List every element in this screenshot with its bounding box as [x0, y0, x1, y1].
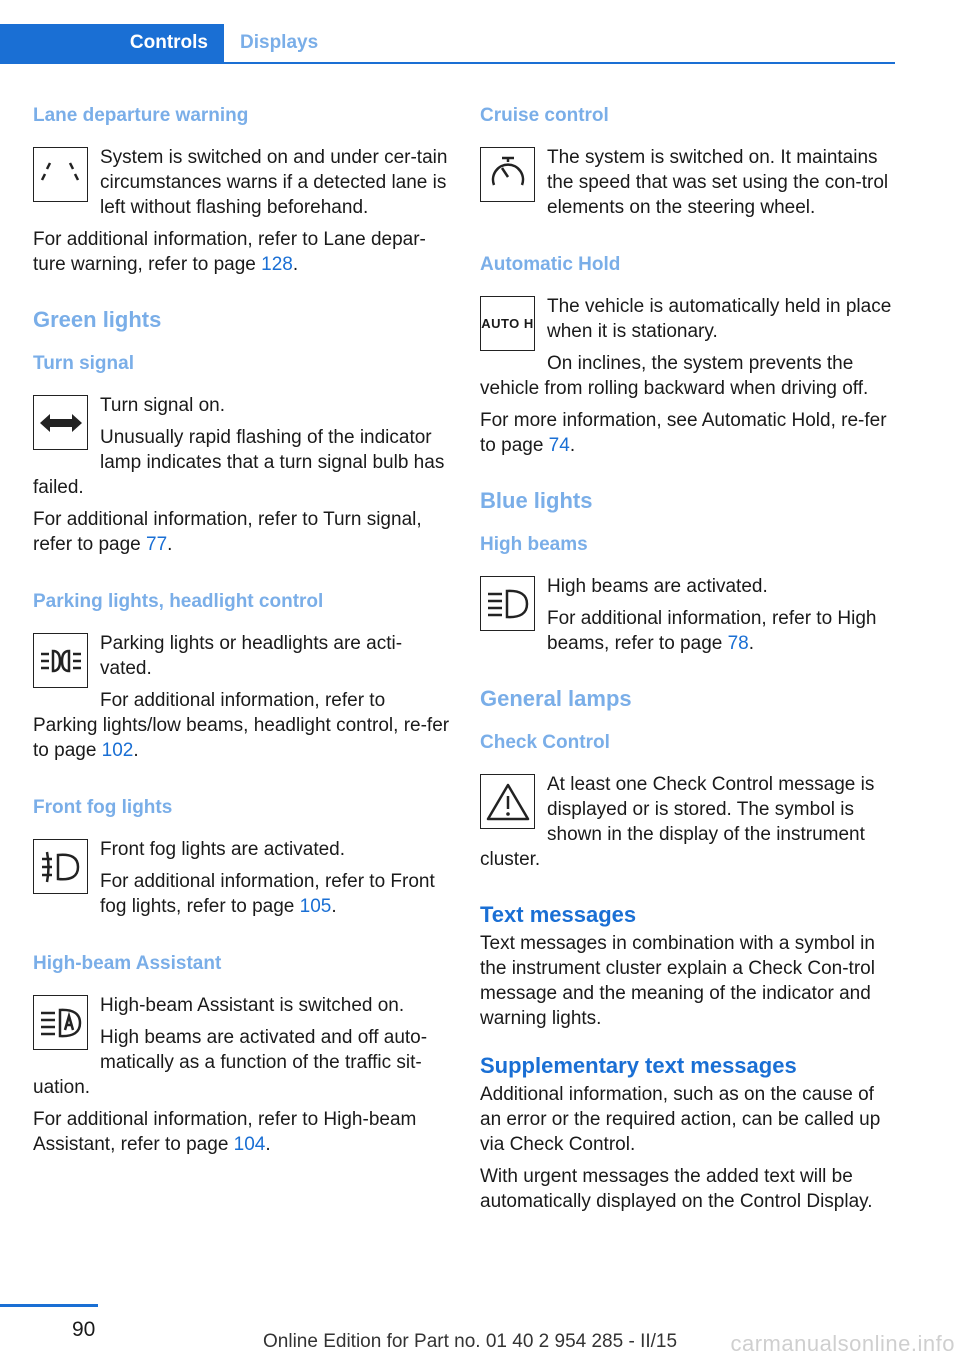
warning-triangle-icon	[480, 774, 535, 829]
high-beams-text: High beams are activated.	[547, 576, 768, 597]
general-lamps-heading: General lamps	[480, 686, 632, 711]
lane-departure-icon	[33, 147, 88, 202]
turn-signal-ref: For additional information, refer to Turn signal, refer to page 77.	[33, 509, 422, 555]
page-link-104[interactable]: 104	[233, 1134, 266, 1155]
green-lights-heading: Green lights	[33, 307, 162, 332]
front-fog-text: Front fog lights are activated.	[100, 839, 346, 860]
page-link-78[interactable]: 78	[727, 633, 749, 654]
high-beams-heading: High beams	[480, 534, 588, 555]
lane-departure-entry	[33, 100, 453, 284]
high-beams-icon	[480, 576, 535, 631]
parking-lights-entry	[33, 586, 453, 770]
supplementary-text-messages-heading: Supplementary text messages	[480, 1053, 797, 1078]
automatic-hold-heading: Automatic Hold	[480, 254, 621, 275]
front-fog-entry	[33, 792, 453, 926]
page-link-102[interactable]: 102	[101, 740, 134, 761]
chapter-tabs	[0, 24, 895, 64]
parking-lights-text: Parking lights or headlights are acti-vated.	[100, 633, 403, 679]
front-fog-icon	[33, 839, 88, 894]
high-beam-assistant-ref: For additional information, refer to High-beam Assistant, refer to page 104.	[33, 1109, 417, 1155]
turn-signal-text-1: Turn signal on.	[100, 395, 225, 416]
high-beam-assistant-entry	[33, 948, 453, 1164]
parking-lights-icon	[33, 633, 88, 688]
lane-departure-text: System is switched on and under cer-tain circumstances warns if a detected lane is left without flashing beforehand.	[100, 147, 448, 218]
lane-departure-ref: For additional information, refer to Lane depar-ture warning, refer to page 128.	[33, 229, 426, 275]
high-beam-assistant-icon	[33, 995, 88, 1050]
automatic-hold-text-1: The vehicle is automatically held in place when it is stationary.	[547, 296, 892, 342]
edition-note: Online Edition for Part no. 01 40 2 954 285 - II/15	[263, 1331, 678, 1352]
text-messages-text: Text messages in combination with a symbol in the instrument cluster explain a Check Con-trol message and the meaning of the indicator and warning lights.	[480, 933, 875, 1029]
check-control-heading: Check Control	[480, 732, 610, 753]
cruise-control-heading: Cruise control	[480, 105, 609, 126]
parking-lights-ref: For additional information, refer to Parking lights/low beams, headlight control, re-fer to page 102.	[33, 690, 450, 761]
page-link-77[interactable]: 77	[146, 534, 168, 555]
page-link-105[interactable]: 105	[299, 896, 332, 917]
turn-signal-entry	[33, 348, 453, 564]
parking-lights-heading: Parking lights, headlight control	[33, 591, 324, 612]
text-messages-heading: Text messages	[480, 902, 637, 927]
front-fog-heading: Front fog lights	[33, 797, 173, 818]
high-beams-entry	[480, 529, 898, 663]
high-beam-assistant-text-1: High-beam Assistant is switched on.	[100, 995, 405, 1016]
turn-signal-heading: Turn signal	[33, 353, 134, 374]
left-column	[33, 100, 453, 1164]
supplementary-text-1: Additional information, such as on the cause of an error or the required action, can be called up via Check Control.	[480, 1084, 881, 1155]
footer-rule	[0, 1304, 98, 1307]
automatic-hold-entry	[480, 249, 898, 465]
front-fog-ref: For additional information, refer to Front fog lights, refer to page 105.	[100, 871, 435, 917]
page-link-74[interactable]: 74	[548, 435, 570, 456]
turn-signal-text-2: Unusually rapid flashing of the indicator lamp indicates that a turn signal bulb has failed.	[33, 427, 445, 498]
page-number: 90	[72, 1318, 96, 1341]
lane-departure-heading: Lane departure warning	[33, 105, 249, 126]
high-beam-assistant-text-2: High beams are activated and off auto-matically as a function of the traffic sit-uation.	[33, 1027, 428, 1098]
tab-displays[interactable]: Displays	[240, 32, 319, 53]
high-beams-ref: For additional information, refer to High beams, refer to page 78.	[547, 608, 877, 654]
auto-hold-icon: AUTO H	[480, 296, 535, 351]
automatic-hold-text-2: On inclines, the system prevents the vehicle from rolling backward when driving off.	[480, 353, 869, 399]
blue-lights-heading: Blue lights	[480, 488, 593, 513]
cruise-control-icon	[480, 147, 535, 202]
cruise-control-text: The system is switched on. It maintains the speed that was set using the con-trol elements on the steering wheel.	[547, 147, 889, 218]
tab-controls[interactable]: Controls	[0, 24, 224, 62]
turn-signal-icon	[33, 395, 88, 450]
high-beam-assistant-heading: High-beam Assistant	[33, 953, 222, 974]
check-control-text: At least one Check Control message is displayed or is stored. The symbol is shown in the display of the instrument cluster.	[480, 774, 875, 870]
page-link-128[interactable]: 128	[261, 254, 293, 275]
cruise-control-entry	[480, 100, 898, 227]
check-control-entry	[480, 727, 898, 879]
watermark: carmanualsonline.info	[730, 1331, 955, 1356]
automatic-hold-ref: For more information, see Automatic Hold, re-fer to page 74.	[480, 410, 887, 456]
supplementary-text-2: With urgent messages the added text will be automatically displayed on the Control Display.	[480, 1166, 873, 1212]
right-column	[480, 100, 898, 1221]
